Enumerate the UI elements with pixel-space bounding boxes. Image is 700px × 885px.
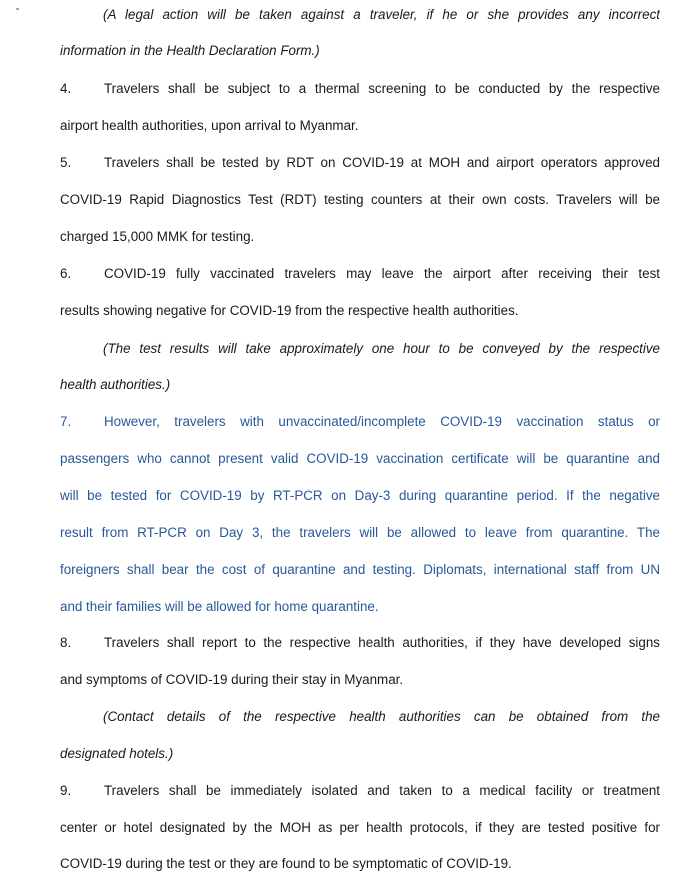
contact-note-line: (Contact details of the respective health authorities can be obtained from the xyxy=(103,709,660,724)
item-4-text: airport health authorities, upon arrival to Myanmar. xyxy=(60,118,359,133)
item-7-text: foreigners shall bear the cost of quarantine and testing. Diplomats, international staff from UN xyxy=(60,562,660,577)
item-number: 6. xyxy=(60,266,72,281)
legal-note-line: (A legal action will be taken against a traveler, if he or she provides any incorrect xyxy=(103,7,660,22)
item-8-text: Travelers shall report to the respective health authorities, if they have developed signs xyxy=(104,635,660,650)
item-number: 4. xyxy=(60,81,72,96)
item-number: 8. xyxy=(60,635,72,650)
item-9-text: Travelers shall be immediately isolated and taken to a medical facility or treatment xyxy=(104,783,660,798)
item-7-text: passengers who cannot present valid COVID-19 vaccination certificate will be quarantine and xyxy=(60,451,660,466)
item-6-text: results showing negative for COVID-19 from the respective health authorities. xyxy=(60,303,519,318)
item-6-text: COVID-19 fully vaccinated travelers may leave the airport after receiving their test xyxy=(104,266,660,281)
legal-note-line: information in the Health Declaration Form.) xyxy=(60,43,320,58)
item-7-text: However, travelers with unvaccinated/incomplete COVID-19 vaccination status or xyxy=(104,414,660,429)
item-9-text: COVID-19 during the test or they are found to be symptomatic of COVID-19. xyxy=(60,856,512,871)
results-note-line: health authorities.) xyxy=(60,377,171,392)
item-5-text: Travelers shall be tested by RDT on COVID-19 at MOH and airport operators approved xyxy=(104,155,660,170)
item-5-text: charged 15,000 MMK for testing. xyxy=(60,229,255,244)
item-number: 9. xyxy=(60,783,72,798)
item-8-text: and symptoms of COVID-19 during their stay in Myanmar. xyxy=(60,672,404,687)
item-7-text: and their families will be allowed for home quarantine. xyxy=(60,599,379,614)
results-note-line: (The test results will take approximately one hour to be conveyed by the respective xyxy=(103,341,660,356)
contact-note-line: designated hotels.) xyxy=(60,746,174,761)
item-4-text: Travelers shall be subject to a thermal screening to be conducted by the respective xyxy=(104,81,660,96)
scan-speck xyxy=(16,8,19,10)
item-9-text: center or hotel designated by the MOH as per health protocols, if they are tested positive for xyxy=(60,820,660,835)
item-7-text: result from RT-PCR on Day 3, the travelers will be allowed to leave from quarantine. The xyxy=(60,525,660,540)
item-number: 5. xyxy=(60,155,72,170)
item-5-text: COVID-19 Rapid Diagnostics Test (RDT) testing counters at their own costs. Travelers will be xyxy=(60,192,660,207)
item-7-text: will be tested for COVID-19 by RT-PCR on Day-3 during quarantine period. If the negative xyxy=(60,488,660,503)
item-number: 7. xyxy=(60,414,72,429)
